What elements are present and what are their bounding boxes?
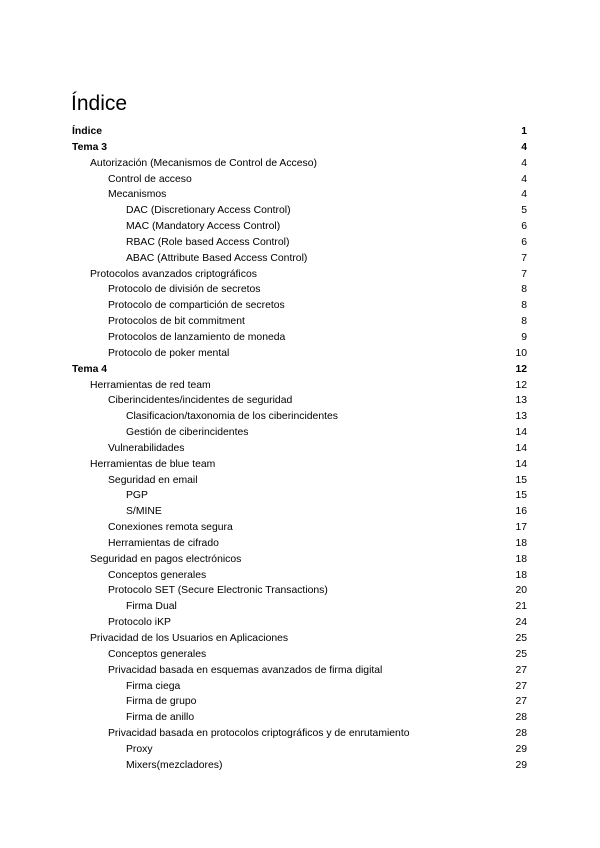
toc-entry-label[interactable]: Gestión de ciberincidentes	[126, 427, 249, 439]
toc-entry[interactable]	[72, 568, 527, 584]
toc-entry-page-number: 8	[521, 316, 527, 328]
toc-entry-label[interactable]: Firma de anillo	[126, 712, 195, 724]
toc-entry[interactable]	[72, 282, 527, 298]
toc-entry-label[interactable]: Protocolo de división de secretos	[108, 284, 261, 296]
toc-entry-page-number: 20	[515, 585, 527, 597]
toc-entry[interactable]	[72, 235, 527, 251]
toc-entry-label[interactable]: Privacidad basada en protocolos criptográficos y de enrutamiento	[108, 728, 410, 740]
toc-entry-page-number: 27	[515, 680, 527, 692]
toc-entry[interactable]	[72, 362, 527, 378]
toc-entry-label[interactable]: Protocolo iKP	[108, 617, 171, 629]
toc-entry-page-number: 29	[515, 759, 527, 771]
toc-entry-label[interactable]: Herramientas de cifrado	[108, 537, 219, 549]
toc-entry-page-number: 28	[515, 728, 527, 740]
toc-entry-label[interactable]: Privacidad de los Usuarios en Aplicaciones	[90, 633, 289, 644]
toc-entry[interactable]	[72, 140, 527, 156]
toc-entry[interactable]	[72, 552, 527, 568]
toc-entry-page-number: 17	[515, 522, 527, 534]
toc-entry-label[interactable]: Seguridad en email	[108, 474, 198, 486]
toc-entry-page-number: 6	[521, 236, 527, 248]
toc-entry-label[interactable]: RBAC (Role based Access Control)	[126, 236, 290, 248]
toc-entry-label[interactable]: Autorización (Mecanismos de Control de Acceso)	[90, 157, 317, 169]
toc-entry[interactable]	[72, 488, 527, 504]
toc-entry-page-number: 13	[515, 395, 527, 407]
toc-entry-page-number: 27	[515, 664, 527, 676]
toc-entry[interactable]	[72, 425, 527, 441]
toc-entry-label[interactable]: Firma ciega	[126, 680, 181, 692]
toc-entry-label[interactable]: ABAC (Attribute Based Access Control)	[126, 252, 308, 264]
toc-entry-label[interactable]: Control de acceso	[108, 173, 192, 185]
toc-entry-page-number: 18	[515, 553, 527, 565]
toc-entry[interactable]	[72, 631, 527, 647]
toc-entry-page-number: 9	[521, 331, 527, 343]
toc-entry[interactable]	[72, 203, 527, 219]
toc-entry-label[interactable]: Protocolo de poker mental	[108, 347, 230, 359]
toc-entry-label[interactable]: Protocolos de lanzamiento de moneda	[108, 331, 286, 343]
toc-entry[interactable]	[72, 504, 527, 520]
toc-entry-label[interactable]: DAC (Discretionary Access Control)	[126, 205, 291, 217]
toc-entry[interactable]	[72, 710, 527, 726]
toc-entry[interactable]	[72, 251, 527, 267]
toc-entry[interactable]	[72, 473, 527, 489]
toc-entry-label[interactable]: Protocolos avanzados criptográficos	[90, 268, 257, 280]
toc-entry-page-number: 14	[515, 442, 527, 454]
toc-entry-page-number: 27	[515, 696, 527, 708]
toc-entry-label[interactable]: Protocolos de bit commitment	[108, 316, 245, 328]
toc-entry-label[interactable]: Proxy	[126, 743, 153, 755]
toc-entry[interactable]	[72, 647, 527, 663]
toc-entry-page-number: 8	[521, 300, 527, 312]
toc-entry[interactable]	[72, 536, 527, 552]
toc-entry-page-number: 18	[515, 569, 527, 581]
toc-entry-page-number: 1	[521, 126, 527, 137]
toc-entry-page-number: 14	[515, 427, 527, 439]
toc-entry-label[interactable]: Tema 4	[72, 363, 108, 375]
toc-entry[interactable]	[72, 378, 527, 394]
toc-entry-label[interactable]: Conceptos generales	[108, 648, 207, 660]
toc-entry[interactable]	[72, 694, 527, 710]
toc-entry[interactable]	[72, 298, 527, 314]
toc-entry-label[interactable]: Firma Dual	[126, 601, 177, 613]
page-title: Índice	[71, 92, 128, 115]
toc-entry-label[interactable]: Privacidad basada en esquemas avanzados de firma digital	[108, 664, 383, 676]
toc-entry-page-number: 25	[515, 633, 527, 644]
toc-entry[interactable]	[72, 267, 527, 283]
toc-entry-label[interactable]: Protocolo de compartición de secretos	[108, 300, 285, 312]
toc-entry-label[interactable]: Herramientas de red team	[90, 379, 211, 391]
toc-entry-label[interactable]: Seguridad en pagos electrónicos	[90, 553, 242, 565]
toc-entry-page-number: 15	[515, 474, 527, 486]
toc-entry[interactable]	[72, 124, 527, 140]
toc-entry-page-number: 5	[521, 205, 527, 217]
toc-entry[interactable]	[72, 726, 527, 742]
toc-entry-page-number: 13	[515, 411, 527, 423]
toc-entry-label[interactable]: MAC (Mandatory Access Control)	[126, 221, 281, 233]
toc-entry[interactable]	[72, 409, 527, 425]
toc-entry-page-number: 4	[521, 141, 527, 153]
toc-entry[interactable]	[72, 156, 527, 172]
toc-entry-page-number: 4	[521, 189, 527, 201]
toc-entry-page-number: 14	[515, 458, 527, 470]
toc-entry[interactable]	[72, 679, 527, 695]
toc-entry-page-number: 29	[515, 743, 527, 755]
toc-entry-label[interactable]: PGP	[126, 490, 148, 502]
toc-entry[interactable]	[72, 172, 527, 188]
toc-entry-label[interactable]: Vulnerabilidades	[108, 442, 185, 454]
toc-entry-label[interactable]: Conexiones remota segura	[108, 522, 233, 534]
toc-entry[interactable]	[72, 441, 527, 457]
toc-entry-page-number: 7	[521, 268, 527, 280]
table-of-contents	[72, 124, 527, 774]
toc-entry-label[interactable]: Protocolo SET (Secure Electronic Transactions)	[108, 585, 328, 597]
toc-entry[interactable]	[72, 742, 527, 758]
toc-entry[interactable]	[72, 615, 527, 631]
toc-entry[interactable]	[72, 393, 527, 409]
toc-entry[interactable]	[72, 520, 527, 536]
toc-entry-label[interactable]: Clasificacion/taxonomia de los ciberincidentes	[126, 411, 338, 423]
toc-entry-page-number: 24	[515, 617, 527, 629]
toc-entry-page-number: 6	[521, 221, 527, 233]
toc-entry-label[interactable]: Conceptos generales	[108, 569, 207, 581]
toc-entry-page-number: 12	[515, 379, 527, 391]
toc-entry-page-number: 16	[515, 506, 527, 518]
toc-entry-page-number: 7	[521, 252, 527, 264]
toc-entry-label[interactable]: Firma de grupo	[126, 696, 197, 708]
toc-entry[interactable]	[72, 219, 527, 235]
toc-entry-label[interactable]: Mixers(mezcladores)	[126, 759, 223, 771]
toc-entry-label[interactable]: Índice	[72, 126, 103, 137]
toc-entry-label[interactable]: Mecanismos	[108, 189, 167, 201]
toc-entry-page-number: 28	[515, 712, 527, 724]
toc-entry[interactable]	[72, 583, 527, 599]
toc-entry-page-number: 21	[515, 601, 527, 613]
toc-entry-page-number: 8	[521, 284, 527, 296]
toc-entry-page-number: 4	[521, 157, 527, 169]
toc-entry[interactable]	[72, 457, 527, 473]
toc-entry-page-number: 15	[515, 490, 527, 502]
toc-entry-page-number: 25	[515, 648, 527, 660]
toc-entry-label[interactable]: S/MINE	[126, 506, 162, 518]
toc-entry-page-number: 12	[515, 363, 527, 375]
toc-entry-page-number: 4	[521, 173, 527, 185]
toc-entry[interactable]	[72, 758, 527, 774]
toc-entry-label[interactable]: Ciberincidentes/incidentes de seguridad	[108, 395, 293, 407]
toc-entry-label[interactable]: Tema 3	[72, 141, 108, 153]
toc-entry-label[interactable]: Herramientas de blue team	[90, 458, 216, 470]
toc-entry[interactable]	[72, 346, 527, 362]
toc-entry-page-number: 18	[515, 537, 527, 549]
toc-entry[interactable]	[72, 599, 527, 615]
toc-entry[interactable]	[72, 663, 527, 679]
toc-entry[interactable]	[72, 330, 527, 346]
toc-entry[interactable]	[72, 187, 527, 203]
toc-entry-page-number: 10	[515, 347, 527, 359]
toc-entry[interactable]	[72, 314, 527, 330]
